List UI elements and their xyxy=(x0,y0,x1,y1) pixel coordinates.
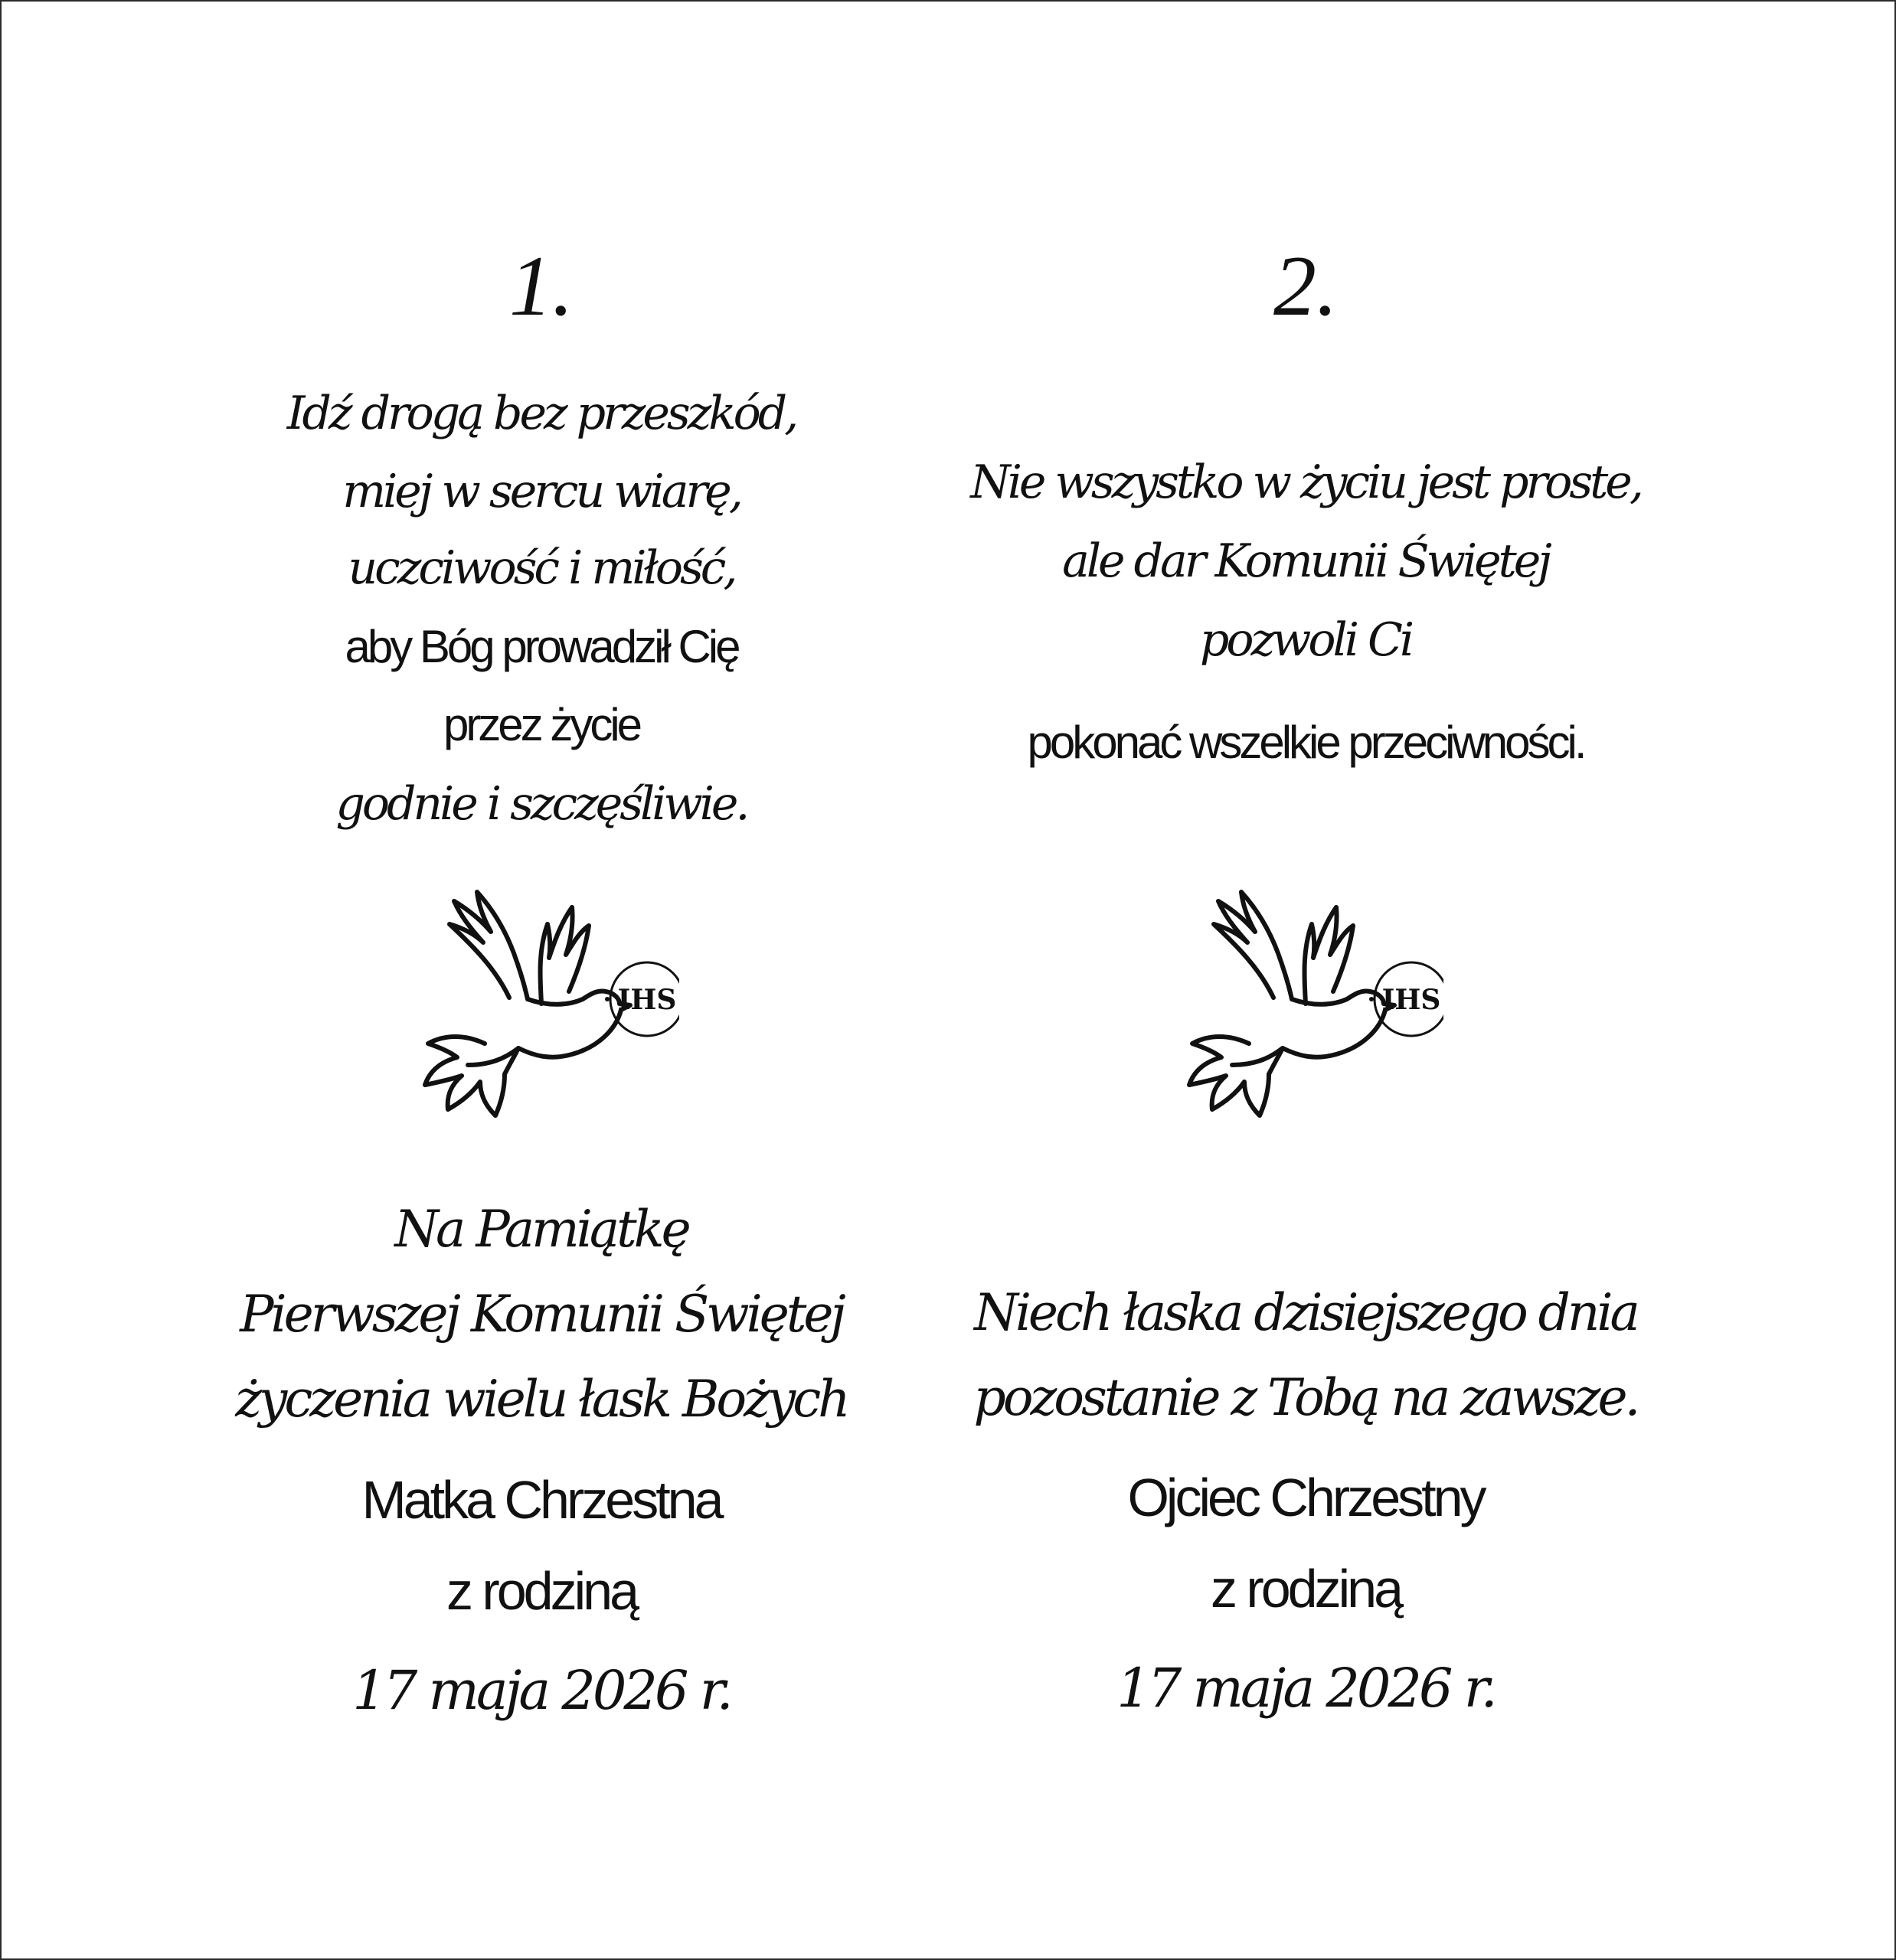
verse-line: aby Bóg prowadził Cię xyxy=(345,621,738,672)
card-number: 1. xyxy=(509,239,574,334)
dedication-line: pozostanie z Tobą na zawsze. xyxy=(973,1368,1638,1427)
card-number: 2. xyxy=(1273,239,1338,334)
dedication-line: Na Pamiątkę xyxy=(394,1200,688,1259)
dedication-line: życzenia wielu łask Bożych xyxy=(235,1370,848,1429)
dedication-line: Niech łaska dzisiejszego dnia xyxy=(974,1283,1637,1342)
verse-line: ale dar Komunii Świętej xyxy=(1062,534,1549,588)
verse-line: Idź drogą bez przeszkód, xyxy=(286,387,796,440)
signature-line: z rodziną xyxy=(1210,1559,1401,1619)
date: 17 maja 2026 r. xyxy=(1116,1657,1495,1720)
ihs-emblem-text: IHS xyxy=(1381,984,1441,1016)
verse-line: godnie i szczęśliwie. xyxy=(335,777,747,831)
date: 17 maja 2026 r. xyxy=(352,1659,731,1722)
verse-line: Nie wszystko w życiu jest proste, xyxy=(970,456,1641,509)
verse-line: pozwoli Ci xyxy=(1199,613,1412,667)
signature-line: z rodziną xyxy=(446,1561,637,1621)
card-1 xyxy=(159,0,924,1960)
dedication-line: Pierwszej Komunii Świętej xyxy=(240,1285,843,1344)
verse-line: uczciwość i miłość, xyxy=(348,541,735,595)
dove-icon xyxy=(419,884,679,1122)
signature-line: Ojciec Chrzestny xyxy=(1127,1468,1484,1527)
card-2 xyxy=(923,0,1688,1960)
signature-line: Matka Chrzestna xyxy=(361,1470,721,1530)
verse-line: przez życie xyxy=(443,699,640,750)
dove-icon xyxy=(1183,884,1443,1122)
ihs-emblem-text: IHS xyxy=(617,984,677,1016)
verse-line: pokonać wszelkie przeciwności. xyxy=(1027,717,1584,768)
verse-line: miej w sercu wiarę, xyxy=(342,465,740,518)
